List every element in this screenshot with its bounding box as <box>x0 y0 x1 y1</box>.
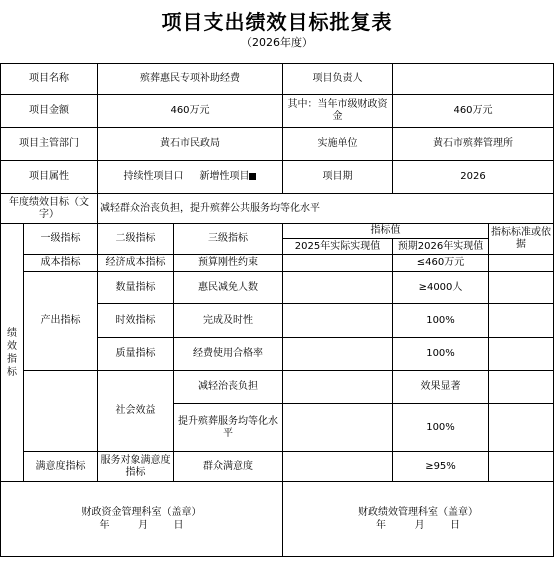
header-actual-2025: 2025年实际实现值 <box>283 239 393 255</box>
attribute-label: 项目属性 <box>1 161 98 194</box>
expected-cell: 100% <box>393 404 489 452</box>
expected-cell: ≥95% <box>393 452 489 482</box>
month-label: 月 <box>414 520 425 531</box>
year-label: 年 <box>375 520 386 531</box>
annual-goal-value: 减轻群众治丧负担，提升殡葬公共服务均等化水平 <box>98 194 554 224</box>
basis-cell <box>489 371 554 404</box>
table-row <box>1 255 554 272</box>
basis-cell <box>489 255 554 272</box>
signature-right-title: 财政绩效管理科室（盖章） <box>358 507 478 518</box>
actual-cell <box>283 452 393 482</box>
basis-cell <box>489 404 554 452</box>
level2-cell: 经济成本指标 <box>98 255 174 272</box>
header-expected-2026: 预期2026年实现值 <box>393 239 489 255</box>
approval-table <box>0 63 554 557</box>
actual-cell <box>283 371 393 404</box>
basis-cell <box>489 304 554 338</box>
signature-right <box>283 482 554 557</box>
period-value: 2026 <box>393 161 554 194</box>
level1-cell <box>24 371 98 452</box>
actual-cell <box>283 255 393 272</box>
expected-cell: 100% <box>393 304 489 338</box>
basis-cell <box>489 452 554 482</box>
attribute-ongoing: 持续性项目口 <box>123 171 184 182</box>
table-row <box>1 452 554 482</box>
month-label: 月 <box>138 520 149 531</box>
page-subtitle: （2026年度） <box>241 36 313 49</box>
header-indicator-value: 指标值 <box>283 224 489 239</box>
signature-right-date <box>285 519 551 532</box>
level1-cell: 满意度指标 <box>24 452 98 482</box>
level2-cell: 数量指标 <box>98 272 174 304</box>
year-label: 年 <box>99 520 110 531</box>
city-fund-label: 其中：当年市级财政资金 <box>283 95 393 128</box>
city-fund-value: 460万元 <box>393 95 554 128</box>
level3-cell: 完成及时性 <box>174 304 283 338</box>
basis-cell <box>489 338 554 371</box>
level3-cell: 惠民减免人数 <box>174 272 283 304</box>
header-level3: 三级指标 <box>174 224 283 255</box>
level2-cell: 服务对象满意度指标 <box>98 452 174 482</box>
signature-left-title: 财政资金管理科室（盖章） <box>81 507 202 518</box>
signature-row <box>1 482 554 557</box>
perf-side-label: 绩效指标 <box>7 327 17 378</box>
page-title: 项目支出绩效目标批复表 <box>161 10 393 34</box>
row-department <box>1 128 554 161</box>
header-level2: 二级指标 <box>98 224 174 255</box>
row-annual-goal <box>1 194 554 224</box>
project-owner-label: 项目负责人 <box>283 64 393 95</box>
actual-cell <box>283 404 393 452</box>
row-project-name <box>1 64 554 95</box>
expected-cell: ≤460万元 <box>393 255 489 272</box>
row-project-amount <box>1 95 554 128</box>
attribute-options <box>98 161 283 194</box>
level3-cell: 经费使用合格率 <box>174 338 283 371</box>
project-name-value: 殡葬惠民专项补助经费 <box>98 64 283 95</box>
basis-cell <box>489 272 554 304</box>
table-row <box>1 371 554 404</box>
expected-cell: ≥4000人 <box>393 272 489 304</box>
project-name-label: 项目名称 <box>1 64 98 95</box>
level3-cell: 减轻治丧负担 <box>174 371 283 404</box>
expected-cell: 效果显著 <box>393 371 489 404</box>
department-label: 项目主管部门 <box>1 128 98 161</box>
level3-cell: 预算刚性约束 <box>174 255 283 272</box>
implementing-unit-label: 实施单位 <box>283 128 393 161</box>
signature-left <box>1 482 283 557</box>
header-basis: 指标标准或依据 <box>489 224 554 255</box>
perf-header-row-1 <box>1 224 554 239</box>
signature-left-date <box>3 519 280 532</box>
level2-cell: 质量指标 <box>98 338 174 371</box>
department-value: 黄石市民政局 <box>98 128 283 161</box>
implementing-unit-value: 黄石市殡葬管理所 <box>393 128 554 161</box>
project-owner-value <box>393 64 554 95</box>
checked-square-icon <box>249 173 256 180</box>
period-label: 项目期 <box>283 161 393 194</box>
level3-cell: 群众满意度 <box>174 452 283 482</box>
project-amount-value: 460万元 <box>98 95 283 128</box>
day-label: 日 <box>450 520 461 531</box>
actual-cell <box>283 304 393 338</box>
row-attribute <box>1 161 554 194</box>
day-label: 日 <box>173 520 184 531</box>
actual-cell <box>283 272 393 304</box>
annual-goal-label: 年度绩效目标（文字） <box>1 194 98 224</box>
perf-side-label-cell <box>1 224 24 482</box>
level2-cell: 时效指标 <box>98 304 174 338</box>
attribute-new: 新增性项目 <box>199 171 250 182</box>
actual-cell <box>283 338 393 371</box>
expected-cell: 100% <box>393 338 489 371</box>
level2-cell: 社会效益 <box>98 371 174 452</box>
level3-cell: 提升殡葬服务均等化水平 <box>174 404 283 452</box>
level1-cell: 产出指标 <box>24 272 98 371</box>
project-amount-label: 项目金额 <box>1 95 98 128</box>
level1-cell: 成本指标 <box>24 255 98 272</box>
header-level1: 一级指标 <box>24 224 98 255</box>
table-row <box>1 272 554 304</box>
